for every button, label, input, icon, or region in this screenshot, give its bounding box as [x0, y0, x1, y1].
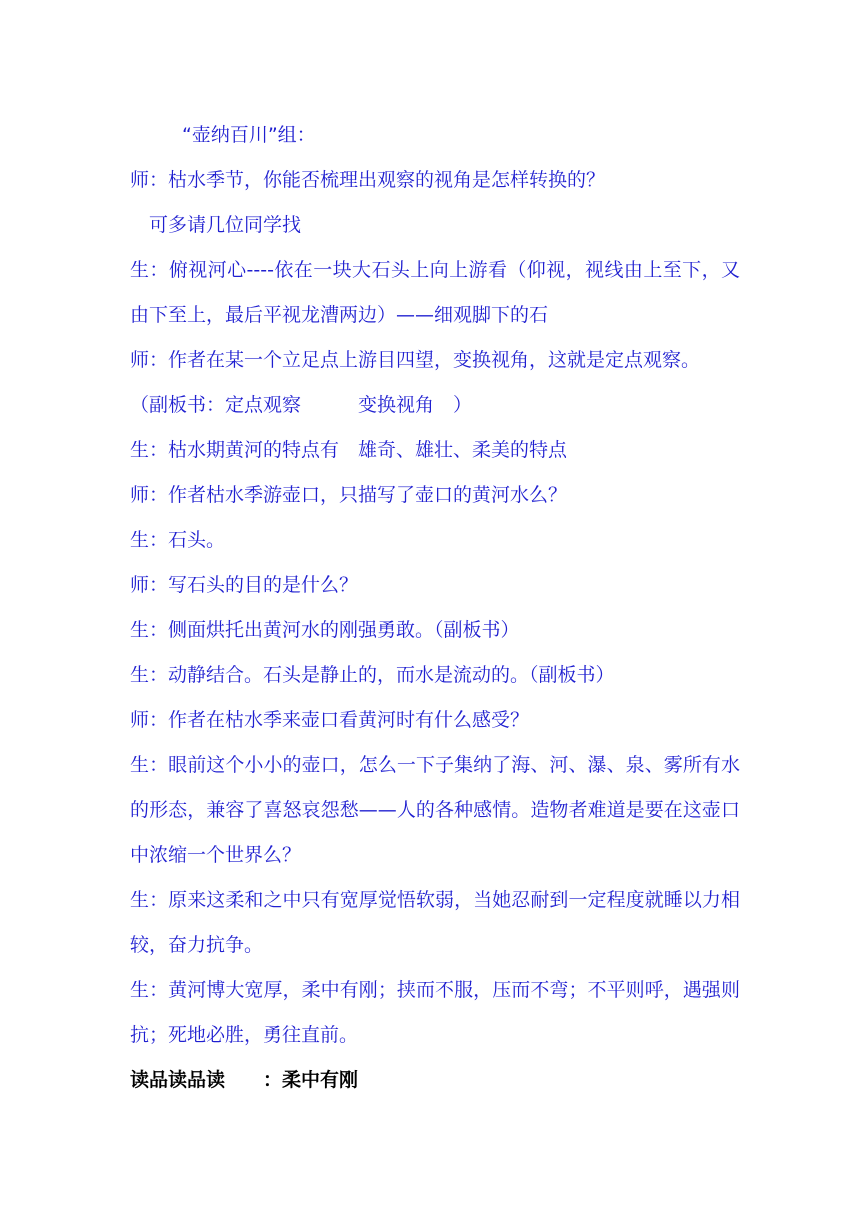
teacher-question-viewpoint: 师：枯水季节，你能否梳理出观察的视角是怎样转换的？: [130, 169, 606, 191]
teacher-note: 可多请几位同学找: [149, 214, 302, 236]
teacher-question-feeling: 师：作者在枯水季来壶口看黄河时有什么感受？: [130, 709, 530, 731]
student-answer-contrast: 生：侧面烘托出黄河水的刚强勇敢。（副板书）: [130, 619, 520, 641]
student-answer-features: 生：枯水期黄河的特点有 雄奇、雄壮、柔美的特点: [130, 439, 568, 461]
student-answer-viewpoint: 生：俯视河心----依在一块大石头上向上游看（仰视，视线由上至下，又由下至上，最后平视龙漕两边）——细观脚下的石: [130, 259, 740, 326]
teacher-question-purpose: 师：写石头的目的是什么？: [130, 574, 359, 596]
student-answer-motion: 生：动静结合。石头是静止的，而水是流动的。（副板书）: [130, 664, 615, 686]
student-answer-river-character: 生：黄河博大宽厚，柔中有刚；挟而不服，压而不弯；不平则呼，遇强则抗；死地必胜，勇往直前。: [130, 979, 740, 1046]
teacher-question-water: 师：作者枯水季游壶口，只描写了壶口的黄河水么？: [130, 484, 568, 506]
student-answer-gentle: 生：原来这柔和之中只有宽厚觉悟软弱，当她忍耐到一定程度就睡以力相较，奋力抗争。: [130, 889, 740, 956]
document-body: [130, 113, 740, 1103]
student-answer-stone: 生：石头。: [130, 529, 226, 551]
group-title: “壶纳百川”组：: [182, 124, 316, 146]
reading-heading: 读品读品读 ：柔中有刚: [130, 1069, 359, 1091]
board-note-viewpoint: （副板书：定点观察 变换视角 ）: [130, 394, 473, 416]
teacher-summary-fixed-point: 师：作者在某一个立足点上游目四望，变换视角，这就是定点观察。: [130, 349, 701, 371]
student-answer-feeling: 生：眼前这个小小的壶口，怎么一下子集纳了海、河、瀑、泉、雾所有水的形态，兼容了喜怒哀怨愁——人的各种感情。造物者难道是要在这壶口中浓缩一个世界么？: [130, 754, 740, 866]
